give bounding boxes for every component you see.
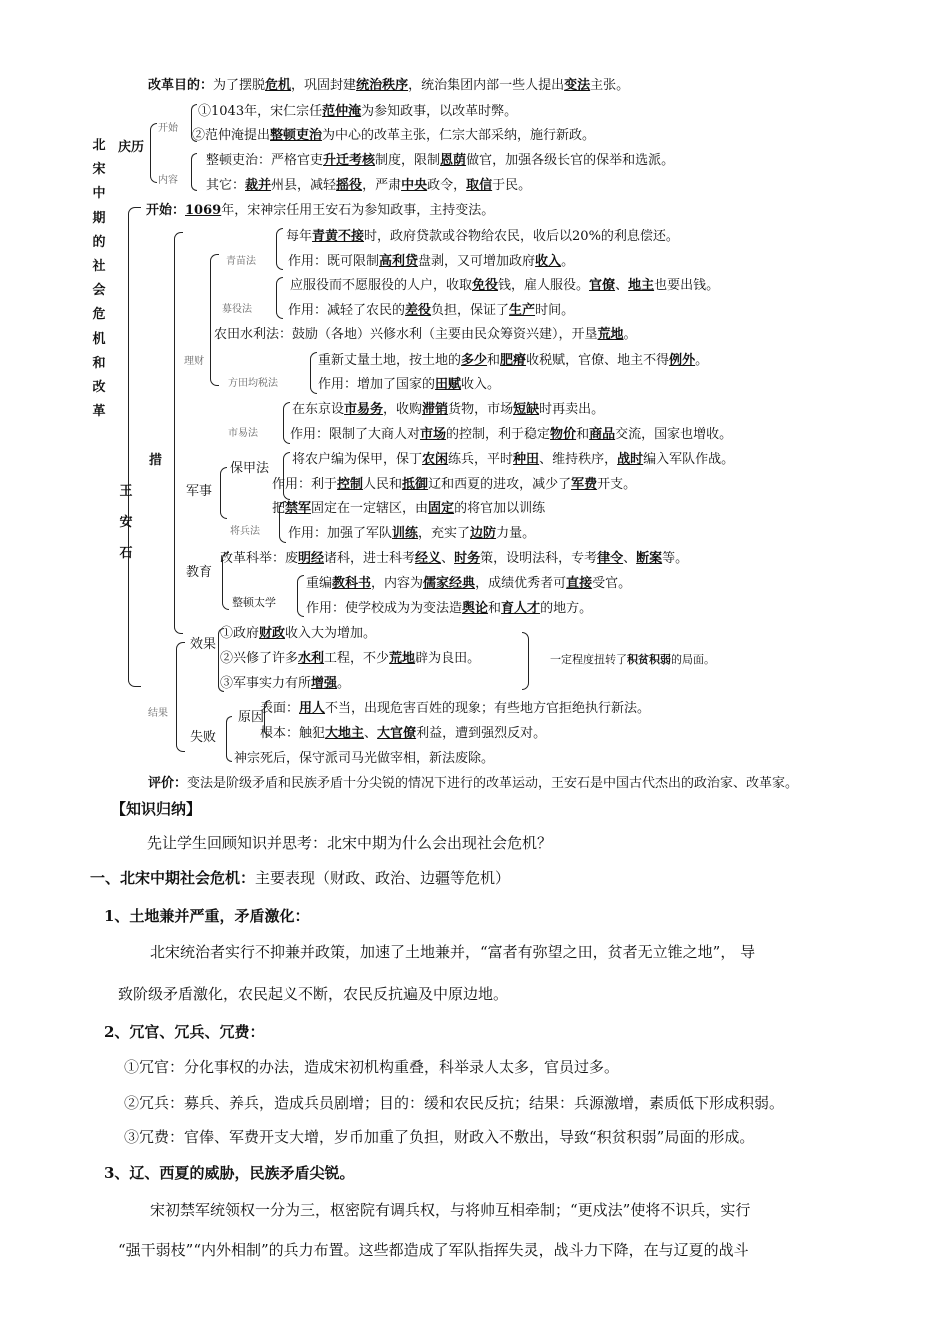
qingmiao-line-1: 每年青黄不接时，政府贷款或谷物给农民，收后以20%的利息偿还。 [286,229,679,244]
reform-purpose-line: 改革目的：为了摆脱危机，巩固封建统治秩序，统治集团内部一些人提出变法主张。 [148,78,630,93]
muyi-line-2: 作用：减轻了农民的差役负担，保证了生产时间。 [288,303,575,318]
summary-intro: 先让学生回顾知识并思考：北宋中期为什么会出现社会危机？ [147,834,553,852]
point-3-title: 3、辽、西夏的威胁，民族矛盾尖锐。 [104,1164,355,1182]
point-3-text-1: 宋初禁军统领权一分为三，枢密院有调兵权，与将帅互相牵制；“更戍法”使将不识兵，实行 [150,1201,751,1219]
baojia-label: 保甲法 [230,461,270,476]
jiangbing-label: 将兵法 [230,526,260,537]
qingli-line-4: 其它：裁并州县，减轻摇役，严肃中央政令，取信于民。 [206,178,532,193]
nongtian-line: 农田水利法：鼓励（各地）兴修水利（主要由民众筹资兴建），开垦荒地。 [214,327,637,342]
baojia-line-2: 作用：利于控制人民和抵御辽和西夏的进攻，减少了军费开支。 [272,477,637,492]
finance-label: 理财 [184,356,204,367]
muyi-line-1: 应服役而不愿服役的人户，收取免役钱，雇人服役。官僚、地主也要出钱。 [290,278,720,293]
point-2-item-3: ③冗费：官俸、军费开支大增，岁币加重了负担，财政入不敷出，导致“积贫积弱”局面的形成。 [124,1128,755,1146]
qingmiao-brace [276,228,283,270]
shiyi-brace [283,402,290,444]
jiangbing-line-2: 作用：加强了军队训练，充实了边防力量。 [288,526,536,541]
qingli-line-2: ②范仲淹提出整顿吏治为中心的改革主张，仁宗大部采纳，施行新政。 [192,128,596,143]
point-1-text-1: 北宋统治者实行不抑兼并政策，加速了土地兼并，“富者有弥望之田，贫者无立锥之地”， 导 [150,943,756,961]
effect-line-2: ②兴修了许多水利工程，不少荒地辟为良田。 [220,651,481,666]
qingli-content-label: 内容 [158,175,178,186]
fangtian-line-2: 作用：增加了国家的田赋收入。 [318,377,501,392]
failure-brace [226,716,232,762]
muyi-label: 募役法 [222,304,252,315]
effect-line-3: ③军事实力有所增强。 [220,676,351,691]
point-3-text-2: “强干弱枝”“内外相制”的兵力布置。这些都造成了军队指挥失灵，战斗力下降，在与辽夏的战斗 [118,1241,749,1259]
taixue-line-1: 重编教科书，内容为儒家经典，成绩优秀者可直接受官。 [306,576,632,591]
qingli-content-brace [191,153,197,191]
point-2-item-1: ①冗官：分化事权的办法，造成宋初机构重叠，科举录人太多，官员过多。 [124,1058,620,1076]
section-1-title: 一、北宋中期社会危机：主要表现（财政、政治、边疆等危机） [90,869,511,887]
muyi-brace [276,277,283,319]
measures-brace [174,232,183,634]
qingli-brace [150,123,157,183]
military-label: 军事 [186,484,213,499]
start-line: 开始：1069年，宋神宗任用王安石为参知政事，主持变法。 [146,203,495,218]
qingli-line-3: 整顿吏治：严格官吏升迁考核制度，限制恩荫做官，加强各级长官的保举和选派。 [206,153,675,168]
qingli-start-label: 开始 [158,123,178,134]
point-2-title: 2、冗官、冗兵、冗费： [104,1023,265,1041]
fangtian-line-1: 重新丈量土地，按土地的多少和肥瘠收税赋，官僚、地主不得例外。 [318,353,709,368]
fangtian-label: 方田均税法 [228,378,278,389]
effect-label: 效果 [190,637,217,652]
failure-reason-label: 原因 [238,710,265,725]
jiangbing-line-1: 把禁军固定在一定辖区，由固定的将官加以训练 [272,501,546,516]
fangtian-brace [310,352,317,394]
result-brace [176,642,185,752]
taixue-line-2: 作用：使学校成为为变法造舆论和育人才的地方。 [306,601,593,616]
finance-brace [210,254,219,386]
shiyi-line-2: 作用：限制了大商人对市场的控制，利于稳定物价和商品交流，国家也增收。 [290,427,733,442]
qingmiao-label: 青苗法 [226,256,256,267]
point-1-title: 1、土地兼并严重，矛盾激化： [104,907,310,925]
qingli-line-1: ①1043年，宋仁宗任范仲淹为参知政事，以改革时弊。 [198,104,518,119]
measures-label: 措 [149,453,163,468]
effect-line-1: ①政府财政收入大为增加。 [220,626,377,641]
effect-summary: 一定程度扭转了积贫积弱的局面。 [550,653,715,666]
shiyi-label: 市易法 [228,428,258,439]
taixue-brace [297,575,304,617]
failure-line-3: 神宗死后，保守派司马光做宰相，新法废除。 [234,751,495,766]
northern-song-vertical-title: 北 宋 中 期 的 社 会 危 机 和 改 革 [92,138,106,420]
keju-line: 改革科举：废明经诸科，进士科考经义、时务策，设明法科，专考律令、断案等。 [220,551,689,566]
failure-label: 失败 [190,730,217,745]
qingmiao-line-2: 作用：既可限制高利贷盘剥，又可增加政府收入。 [288,254,575,269]
point-2-item-2: ②冗兵：募兵、养兵，造成兵员剧增；目的：缓和农民反抗；结果：兵源激增，素质低下形成积弱。 [124,1094,785,1112]
summary-heading: 【知识归纳】 [111,800,202,818]
evaluation-line: 评价：变法是阶级矛盾和民族矛盾十分尖锐的情况下进行的改革运动，王安石是中国古代杰出的政治家、改革家。 [148,776,799,791]
education-label: 教育 [186,565,213,580]
taixue-label: 整顿太学 [232,596,276,609]
wang-anshi-vertical-title: 王 安 石 [119,484,133,561]
baojia-line-1: 将农户编为保甲，保丁农闲练兵，平时种田、维持秩序，战时编入军队作战。 [292,452,735,467]
military-brace [220,467,227,519]
failure-line-2: 根本：触犯大地主、大官僚利益，遭到强烈反对。 [260,726,547,741]
qingli-label: 庆历 [118,140,145,155]
effect-summary-brace [522,632,529,690]
wang-anshi-brace [128,207,141,687]
shiyi-line-1: 在东京设市易务，收购滞销货物，市场短缺时再卖出。 [292,402,605,417]
point-1-text-2: 致阶级矛盾激化，农民起义不断，农民反抗遍及中原边地。 [118,985,509,1003]
failure-line-1: 表面：用人不当，出现危害百姓的现象；有些地方官拒绝执行新法。 [260,701,651,716]
result-label: 结果 [148,708,168,719]
